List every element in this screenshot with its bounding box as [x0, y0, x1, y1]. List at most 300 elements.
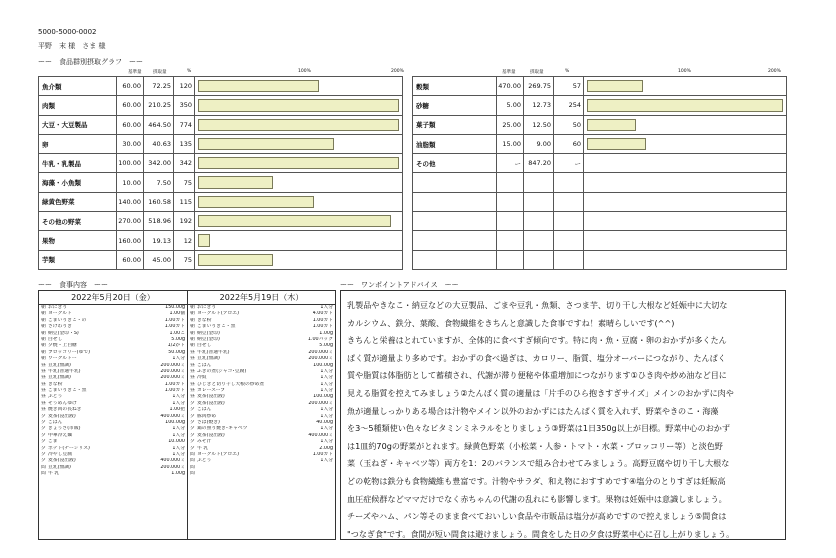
meal-food: ふきの煮(ジャコ･豆腐) — [197, 368, 247, 374]
intake-value: 12.50 — [524, 115, 554, 134]
meal-time: 昼 — [41, 375, 46, 381]
standard-value — [497, 212, 524, 231]
standard-value: 25.00 — [497, 115, 524, 134]
meal-food: ごはん — [197, 407, 212, 413]
advice-line: 見える脂質を控えてみましょう②たんぱく質の適量は「片手のひら抱きすぎサイズ」メインのおかずに肉や — [347, 387, 734, 398]
meal-content-table — [38, 290, 336, 540]
meal-quantity: 400.000ミ — [160, 413, 185, 419]
meal-quantity: 1人分 — [172, 394, 185, 400]
meal-quantity: 1.00個 — [169, 311, 185, 317]
meal-food: そうめんゆげ — [48, 400, 77, 406]
standard-value: 10.00 — [117, 173, 144, 192]
meal-time: 昼 — [190, 349, 195, 355]
col-header-200-right: 200% — [768, 69, 781, 74]
meal-quantity: 1.00カト — [164, 381, 185, 387]
intake-bar — [198, 196, 314, 208]
meal-food: ごはん — [48, 420, 63, 426]
meal-time: 間 — [190, 471, 195, 477]
meal-food: ワークルトー — [48, 356, 77, 362]
meal-quantity: 1.00カト — [312, 451, 333, 457]
percent-value: 50 — [554, 115, 584, 134]
percent-value: ー — [554, 154, 584, 173]
meal-food: ヨーグルト(アロエ) — [197, 311, 239, 317]
food-group-name: 芋類 — [39, 250, 117, 269]
food-group-name: 緑黄色野菜 — [39, 192, 117, 211]
percent-value: 120 — [174, 77, 195, 96]
col-header-intake-left: 摂取量 — [153, 70, 167, 75]
intake-value: 210.25 — [144, 96, 174, 115]
meal-time: 夕 — [190, 445, 195, 451]
advice-text — [347, 297, 781, 543]
meal-time: 昼 — [190, 375, 195, 381]
intake-bar-cell — [584, 173, 787, 192]
meal-time: 朝 — [190, 324, 195, 330]
meal-time: 昼 — [41, 368, 46, 374]
advice-line: は1皿約70gの野菜がとれます。緑黄色野菜（小松菜・人参・トマト・水菜・ブロッコリー等）と淡色野 — [347, 440, 723, 451]
meal-food: 焼き肉の長ねぎ — [48, 407, 82, 413]
intake-bar-cell — [195, 154, 403, 173]
advice-line: 質や脂質は体脂肪として蓄積され、代謝が滞り便秘や体重増加につながります①ひき肉や炒め油など目に — [347, 370, 727, 381]
meal-food: ごまいりぎこ・黒 — [197, 324, 236, 330]
meal-food: 夕焼・上白糖 — [48, 343, 77, 349]
meal-quantity: 200.000ミ — [308, 400, 333, 406]
meal-food: 豆乳(無調) — [48, 464, 71, 470]
food-group-row — [39, 96, 403, 115]
meal-quantity: 200.000ミ — [160, 362, 185, 368]
meal-quantity: 2.00g — [319, 445, 333, 451]
meal-quantity: 1人分 — [172, 432, 185, 438]
meal-time: 間 — [41, 471, 46, 477]
food-group-table-left — [38, 76, 403, 270]
meal-time: 朝 — [190, 305, 195, 310]
meal-food: 麦茶(浸出液) — [197, 400, 225, 406]
meal-time: 昼 — [41, 388, 46, 394]
meal-quantity: 1人分 — [320, 413, 333, 419]
standard-value — [497, 231, 524, 250]
meal-date: 2022年5月20日（金） — [39, 291, 187, 305]
standard-value: ー — [497, 154, 524, 173]
meal-time: 朝 — [41, 330, 46, 336]
meal-food: 豆乳(無調) — [48, 362, 71, 368]
meal-food: 納豆(金印・S) — [48, 330, 79, 336]
food-group-row — [413, 173, 787, 192]
meal-quantity: 1.00カト — [164, 324, 185, 330]
standard-value: 60.00 — [117, 115, 144, 134]
percent-value — [554, 231, 584, 250]
percent-value — [554, 250, 584, 269]
intake-bar-cell — [584, 115, 787, 134]
food-group-row — [413, 212, 787, 231]
meal-food: 納豆(金印) — [197, 336, 220, 342]
food-group-row — [413, 250, 787, 269]
meal-time: 昼 — [41, 362, 46, 368]
food-group-name: 大豆・大豆製品 — [39, 115, 117, 134]
meal-time: 昼 — [190, 362, 195, 368]
food-group-name: 果物 — [39, 231, 117, 250]
meal-time: 昼 — [41, 400, 46, 406]
intake-value: 847.20 — [524, 154, 554, 173]
meal-food: きな粉 — [48, 381, 63, 387]
advice-box — [340, 290, 786, 540]
intake-value: 9.00 — [524, 134, 554, 153]
food-group-row — [413, 115, 787, 134]
percent-value: 60 — [554, 134, 584, 153]
meal-day-column — [188, 291, 335, 539]
percent-value: 774 — [174, 115, 195, 134]
col-header-standard-left: 基準量 — [128, 70, 142, 75]
col-header-100-left: 100% — [298, 69, 311, 74]
intake-value: 12.73 — [524, 96, 554, 115]
meal-quantity: 1人分 — [172, 445, 185, 451]
intake-bar — [587, 99, 783, 111]
meal-food: 豆乳(無調) — [48, 375, 71, 381]
meal-food: ヨーグルト — [48, 311, 72, 317]
meal-time: 昼 — [190, 388, 195, 394]
meal-food: ごはん — [197, 362, 212, 368]
advice-section-title: ーー ワンポイントアドバイス ーー — [340, 281, 459, 289]
intake-bar-cell — [584, 212, 787, 231]
meal-food: おにぎり — [48, 305, 68, 310]
food-group-section-title: ーー 食品群別摂取グラフ ーー — [38, 58, 143, 66]
meal-time: 朝 — [190, 317, 195, 323]
col-header-percent-left: % — [187, 69, 192, 74]
meal-quantity: 4.00カト — [312, 311, 333, 317]
patient-name: 平野 末 様 さま 様 — [38, 42, 106, 50]
meal-time: 昼 — [41, 407, 46, 413]
advice-line: 魚が適量しっかりある場合は汁物やメイン以外のおかずにはたんぱく質を入れず、野菜やきのこ・海藻 — [347, 405, 719, 416]
meal-time: 朝 — [41, 356, 46, 362]
meal-time: 昼 — [190, 381, 195, 387]
food-group-table-right — [412, 76, 787, 270]
food-group-name: 油脂類 — [413, 134, 497, 153]
advice-line: 菜（玉ねぎ・キャベツ等）両方を1：2のバランスで組み合わせてみましょう。高野豆腐や切り干し大根な — [347, 458, 730, 469]
percent-value — [554, 212, 584, 231]
meal-quantity: 1人分 — [172, 426, 185, 432]
intake-bar — [198, 234, 210, 246]
meal-quantity: 1.00こ — [169, 330, 185, 336]
intake-value: 45.00 — [144, 250, 174, 269]
intake-value — [524, 212, 554, 231]
meal-quantity: 100.00g — [165, 420, 185, 426]
meal-quantity: 1人分 — [172, 451, 185, 457]
standard-value: 15.00 — [497, 134, 524, 153]
food-group-name: 穀類 — [413, 77, 497, 96]
meal-time: 朝 — [41, 343, 46, 349]
meal-quantity: 1人分 — [320, 407, 333, 413]
meal-item — [39, 471, 187, 477]
intake-bar — [198, 254, 273, 266]
meal-food: 納豆(金印) — [197, 330, 220, 336]
meal-quantity: 150.00g — [165, 305, 185, 310]
standard-value: 270.00 — [117, 212, 144, 231]
food-group-name: 牛乳・乳製品 — [39, 154, 117, 173]
meal-quantity: 200.000ミ — [160, 368, 185, 374]
meal-time: 朝 — [41, 317, 46, 323]
meal-time: 夕 — [41, 451, 46, 457]
intake-bar-cell — [195, 134, 403, 153]
intake-bar-cell — [584, 231, 787, 250]
meal-quantity: 1.00g — [171, 471, 185, 477]
meal-quantity: 1人分 — [172, 400, 185, 406]
meal-quantity: 200.000ミ — [308, 349, 333, 355]
meal-quantity: 1人分 — [320, 458, 333, 464]
food-group-name — [413, 250, 497, 269]
meal-day-column — [39, 291, 188, 539]
intake-bar-cell — [584, 192, 787, 211]
intake-bar — [198, 119, 399, 131]
meal-food: 麦茶(浸出液) — [48, 413, 76, 419]
intake-bar-cell — [584, 154, 787, 173]
intake-bar — [587, 138, 646, 150]
meal-time: 夕 — [41, 432, 46, 438]
intake-bar-cell — [584, 96, 787, 115]
meal-time: 夕 — [190, 439, 195, 445]
document-id: 5000-5000-0002 — [38, 28, 97, 36]
meal-time: 朝 — [190, 311, 195, 317]
meal-quantity: 50.00g — [168, 349, 185, 355]
meal-rows — [188, 305, 335, 478]
intake-value: 40.63 — [144, 134, 174, 153]
meal-food: カレースープ — [197, 388, 226, 394]
food-group-row — [39, 212, 403, 231]
meal-time: 朝 — [41, 311, 46, 317]
meal-food: ブロッコリー(ゆで) — [48, 349, 91, 355]
advice-line: チーズやハム、パン等そのまま食べておいしい食品や市販品は塩分が高めですので控えましょう⑤間食は — [347, 511, 727, 522]
meal-time: 昼 — [190, 368, 195, 374]
meal-food: 鶏の照り焼き･キャベツ — [197, 426, 248, 432]
intake-bar — [198, 138, 334, 150]
food-group-row — [39, 154, 403, 173]
meal-quantity: 400.000ミ — [308, 432, 333, 438]
intake-value: 269.75 — [524, 77, 554, 96]
standard-value: 470.00 — [497, 77, 524, 96]
meal-quantity: 1.00g — [319, 330, 333, 336]
food-group-row — [413, 154, 787, 173]
meal-time: 夕 — [41, 439, 46, 445]
intake-bar — [587, 80, 643, 92]
meal-item — [188, 471, 335, 477]
meal-time: 間 — [41, 464, 46, 470]
intake-value: 160.58 — [144, 192, 174, 211]
meal-time: 夕 — [190, 413, 195, 419]
meal-quantity: 100.00g — [313, 394, 333, 400]
meal-food: ごま — [48, 439, 58, 445]
intake-bar — [198, 157, 399, 169]
meal-quantity: 1.00カト — [164, 388, 185, 394]
standard-value — [497, 173, 524, 192]
meal-time: 昼 — [41, 381, 46, 387]
food-group-row — [413, 192, 787, 211]
food-group-name: 卵 — [39, 134, 117, 153]
meal-quantity: 200.000ミ — [308, 356, 333, 362]
food-group-name: その他の野菜 — [39, 212, 117, 231]
meal-quantity: 1.00カト — [164, 317, 185, 323]
meal-quantity: 1.00カト — [312, 317, 333, 323]
advice-line: 血圧症候群などママだけでなく赤ちゃんの代謝の乱れにも影響します。果物は妊娠中は意識しましょう。 — [347, 493, 727, 504]
intake-value — [524, 231, 554, 250]
meal-time: 朝 — [190, 330, 195, 336]
intake-bar-cell — [195, 231, 403, 250]
meal-time: 夕 — [190, 432, 195, 438]
meal-quantity: 1.00カト — [312, 324, 333, 330]
meal-quantity: 1人分 — [320, 368, 333, 374]
meal-food: みそ汁 — [197, 439, 212, 445]
meal-time: 朝 — [190, 343, 195, 349]
meal-food: 冷奴 — [197, 375, 207, 381]
intake-value: 7.50 — [144, 173, 174, 192]
meal-food: さば(焼き) — [197, 420, 220, 426]
food-group-row — [413, 96, 787, 115]
meal-quantity: 1.00パック — [307, 336, 333, 342]
col-header-200-left: 200% — [391, 69, 404, 74]
meal-time: 朝 — [41, 305, 46, 310]
meal-time: 間 — [190, 451, 195, 457]
food-group-name: 魚介類 — [39, 77, 117, 96]
col-header-intake-right: 摂取量 — [530, 70, 544, 75]
meal-food: 麦茶(浸出液) — [197, 432, 225, 438]
percent-value: 75 — [174, 250, 195, 269]
meal-quantity: 5.00g — [171, 336, 185, 342]
meal-food: 豚肉炒め — [197, 413, 217, 419]
intake-bar-cell — [584, 134, 787, 153]
intake-bar-cell — [584, 250, 787, 269]
food-group-row — [39, 250, 403, 269]
meal-food: 白ぜし — [48, 336, 63, 342]
food-group-row — [39, 231, 403, 250]
meal-quantity: 400.000ミ — [160, 458, 185, 464]
food-group-name: その他 — [413, 154, 497, 173]
food-group-row — [413, 77, 787, 96]
meal-food: おにぎり — [197, 305, 217, 310]
percent-value: 135 — [174, 134, 195, 153]
meal-time: 夕 — [190, 400, 195, 406]
intake-value: 518.96 — [144, 212, 174, 231]
meal-time: 夕 — [41, 426, 46, 432]
intake-bar-cell — [195, 77, 403, 96]
percent-value: 350 — [174, 96, 195, 115]
percent-value: 57 — [554, 77, 584, 96]
food-group-row — [39, 115, 403, 134]
food-group-name — [413, 173, 497, 192]
intake-bar-cell — [195, 96, 403, 115]
intake-bar — [198, 215, 391, 227]
meal-quantity: 1人分 — [320, 381, 333, 387]
food-group-name: 海藻・小魚類 — [39, 173, 117, 192]
intake-value — [524, 192, 554, 211]
meal-time: 昼 — [41, 394, 46, 400]
food-group-row — [413, 134, 787, 153]
intake-bar-cell — [195, 173, 403, 192]
meal-food: ぶどう — [48, 394, 63, 400]
meal-food — [197, 471, 333, 477]
intake-bar — [198, 176, 273, 188]
intake-bar — [198, 99, 399, 111]
food-group-row — [39, 77, 403, 96]
advice-line: ぱく質が適量より多めです。おかずの食べ過ぎは、カロリー、脂質、塩分オーバーにつながり、たんぱく — [347, 352, 726, 363]
meal-time: 朝 — [41, 336, 46, 342]
standard-value — [497, 250, 524, 269]
meal-time: 朝 — [41, 324, 46, 330]
percent-value: 192 — [174, 212, 195, 231]
food-group-name: 砂糖 — [413, 96, 497, 115]
meal-food: さけわりぎ — [48, 324, 72, 330]
food-group-name: 肉類 — [39, 96, 117, 115]
advice-line: "つなぎ食"です。食間が短い間食は避けましょう。間食をした日の夕食は野菜中心に召し上がりましょう。 — [347, 528, 735, 539]
standard-value: 100.00 — [117, 154, 144, 173]
meal-food: 牛 乳 — [48, 471, 60, 477]
meal-quantity: 5.00g — [319, 343, 333, 349]
meal-food: 牛乳(普通牛乳) — [48, 368, 81, 374]
standard-value — [497, 192, 524, 211]
meal-quantity: 100.00g — [313, 362, 333, 368]
standard-value: 60.00 — [117, 96, 144, 115]
meal-time: 夕 — [41, 413, 46, 419]
meal-quantity: 1人分 — [320, 375, 333, 381]
meal-rows — [39, 305, 187, 478]
intake-bar-cell — [195, 212, 403, 231]
food-group-row — [39, 173, 403, 192]
meal-food: 冷やし豆腐 — [48, 451, 72, 457]
meal-food: 牛乳(普通牛乳) — [197, 349, 230, 355]
meal-food: ごまいりぎこ・黒 — [48, 388, 87, 394]
percent-value — [554, 192, 584, 211]
intake-value: 19.13 — [144, 231, 174, 250]
meal-section-title: ーー 食事内容 ーー — [38, 281, 108, 289]
standard-value: 5.00 — [497, 96, 524, 115]
meal-time: 夕 — [41, 420, 46, 426]
intake-value: 72.25 — [144, 77, 174, 96]
intake-bar-cell — [584, 77, 787, 96]
advice-line: カルシウム、鉄分、葉酸、食物繊維をきちんと意識した食事ですね！素晴らしいです(^^) — [347, 317, 675, 328]
meal-time: 夕 — [41, 445, 46, 451]
meal-time: 間 — [190, 464, 195, 470]
advice-line: どの乾物は鉄分も食物繊維も豊富です。汁物やサラダ、和え物におすすめです④塩分のとりすぎは妊娠高 — [347, 475, 726, 486]
meal-food: 中華冷え麺 — [48, 432, 72, 438]
meal-time: 間 — [190, 458, 195, 464]
intake-bar-cell — [195, 192, 403, 211]
advice-line: を3〜5種類使い色々なビタミンミネラルをとりましょう③野菜は1日350g以上が目標。野菜中心のおかず — [347, 423, 730, 434]
meal-time: 夕 — [190, 420, 195, 426]
intake-bar — [198, 80, 319, 92]
meal-time: 朝 — [41, 349, 46, 355]
meal-quantity: 1人分 — [320, 305, 333, 310]
percent-value: 75 — [174, 173, 195, 192]
percent-value — [554, 173, 584, 192]
meal-quantity: 200.000ミ — [160, 464, 185, 470]
meal-time: 夕 — [41, 458, 46, 464]
food-group-name — [413, 212, 497, 231]
standard-value: 140.00 — [117, 192, 144, 211]
meal-food: ごまいりぎこ・の — [48, 317, 87, 323]
meal-food: 白ぜし — [197, 343, 212, 349]
meal-food: きな粉 — [197, 317, 212, 323]
standard-value: 60.00 — [117, 77, 144, 96]
col-header-standard-right: 基準量 — [502, 70, 516, 75]
food-group-row — [413, 231, 787, 250]
meal-food: ヨーグルト(アロエ) — [197, 451, 239, 457]
meal-time: 朝 — [190, 336, 195, 342]
food-group-name: 菓子類 — [413, 115, 497, 134]
meal-quantity: 1人分 — [320, 388, 333, 394]
meal-food: ぶどう — [197, 458, 212, 464]
meal-food: 豆乳(無調) — [197, 356, 220, 362]
meal-time: 夕 — [190, 407, 195, 413]
meal-quantity: 1人分 — [320, 439, 333, 445]
meal-quantity: 1人分 — [172, 356, 185, 362]
meal-quantity: 10.000 — [168, 439, 185, 445]
meal-food: 牛 乳 — [197, 445, 209, 451]
meal-date: 2022年5月19日（木） — [188, 291, 335, 305]
